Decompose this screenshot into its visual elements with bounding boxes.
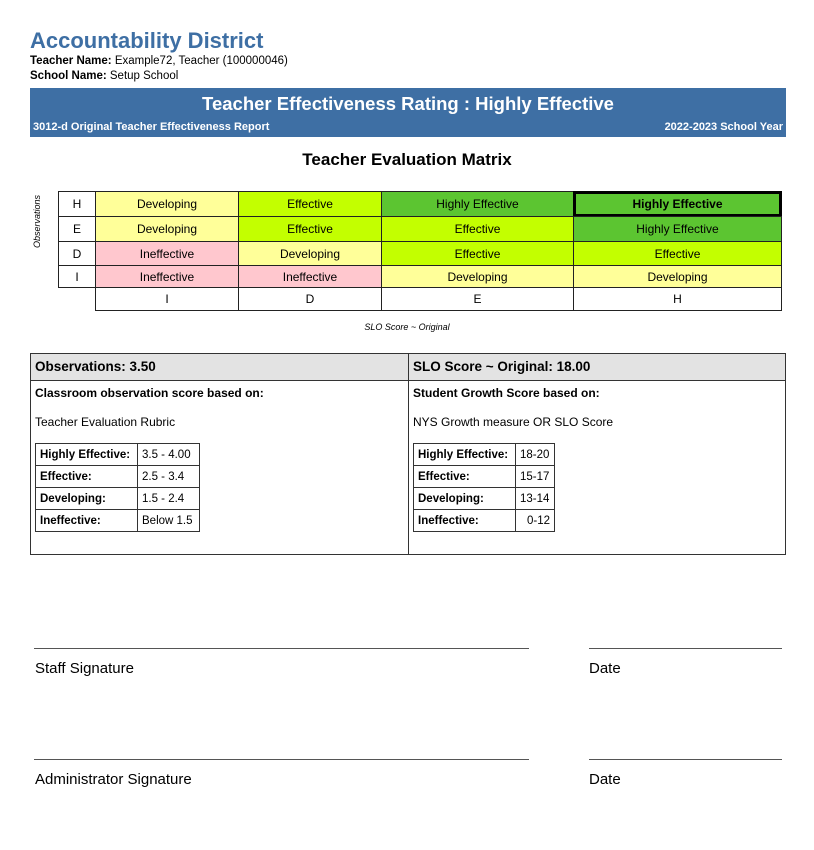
matrix-cell: Highly Effective [573, 216, 782, 242]
range-value: Below 1.5 [138, 510, 200, 532]
school-name-value: Setup School [109, 70, 179, 82]
matrix-cell: Effective [381, 241, 574, 266]
table-row [36, 444, 200, 466]
matrix-cell: Effective [573, 241, 782, 266]
staff-date-line[interactable] [589, 648, 782, 649]
admin-date-label: Date [589, 771, 621, 788]
teacher-name-value: Example72, Teacher (100000046) [114, 55, 288, 67]
range-value: 15-17 [516, 466, 555, 488]
range-label: Ineffective: [414, 510, 516, 532]
rating-title: Teacher Effectiveness Rating : Highly Effective [202, 93, 614, 114]
matrix-cell: Effective [238, 216, 382, 242]
observations-panel [30, 353, 409, 555]
range-label: Highly Effective: [414, 444, 516, 466]
matrix-cell: Effective [238, 191, 382, 217]
matrix-row-label: H [58, 191, 96, 217]
report-name: 3012-d Original Teacher Effectiveness Report [33, 121, 270, 133]
range-value: 0-12 [516, 510, 555, 532]
matrix-cell: Developing [381, 265, 574, 288]
range-value: 13-14 [516, 488, 555, 510]
rating-banner [30, 88, 786, 137]
matrix-cell: Highly Effective [381, 191, 574, 217]
district-name: Accountability District [30, 28, 264, 53]
range-label: Developing: [414, 488, 516, 510]
observations-panel-title: Observations: 3.50 [31, 354, 408, 381]
range-value: 2.5 - 3.4 [138, 466, 200, 488]
range-value: 3.5 - 4.00 [138, 444, 200, 466]
observations-range-table [35, 443, 200, 532]
slo-panel [408, 353, 786, 555]
school-year: 2022-2023 School Year [664, 121, 783, 133]
range-value: 18-20 [516, 444, 555, 466]
range-label: Effective: [414, 466, 516, 488]
staff-date-label: Date [589, 660, 621, 677]
staff-signature-line[interactable] [34, 648, 529, 649]
table-row [36, 466, 200, 488]
table-row [414, 488, 555, 510]
slo-panel-subtitle: Student Growth Score based on: [413, 386, 600, 400]
matrix-col-label: I [95, 287, 239, 311]
staff-signature-label: Staff Signature [35, 660, 134, 677]
matrix-cell: Developing [238, 241, 382, 266]
slo-range-table [413, 443, 555, 532]
admin-signature-line[interactable] [34, 759, 529, 760]
matrix-col-label: E [381, 287, 574, 311]
matrix-title: Teacher Evaluation Matrix [302, 150, 512, 169]
slo-panel-desc: NYS Growth measure OR SLO Score [413, 415, 614, 429]
table-row [414, 466, 555, 488]
matrix-cell: Ineffective [238, 265, 382, 288]
matrix-y-axis-label: Observations [32, 194, 42, 248]
matrix-cell: Developing [95, 191, 239, 217]
matrix-col-label: H [573, 287, 782, 311]
admin-date-line[interactable] [589, 759, 782, 760]
matrix-cell: Ineffective [95, 241, 239, 266]
table-row [36, 488, 200, 510]
matrix-cell: Developing [573, 265, 782, 288]
matrix-cell: Highly Effective [573, 191, 782, 217]
teacher-name-line [30, 55, 288, 67]
matrix-row-label: E [58, 216, 96, 242]
table-row [414, 444, 555, 466]
range-label: Effective: [36, 466, 138, 488]
admin-signature-label: Administrator Signature [35, 771, 192, 788]
table-row [36, 510, 200, 532]
matrix-row-label: D [58, 241, 96, 266]
range-label: Developing: [36, 488, 138, 510]
range-value: 1.5 - 2.4 [138, 488, 200, 510]
range-label: Highly Effective: [36, 444, 138, 466]
teacher-name-label: Teacher Name: [30, 55, 112, 67]
table-row [414, 510, 555, 532]
slo-panel-title: SLO Score ~ Original: 18.00 [409, 354, 785, 381]
matrix-cell: Developing [95, 216, 239, 242]
matrix-cell: Ineffective [95, 265, 239, 288]
observations-panel-desc: Teacher Evaluation Rubric [35, 415, 176, 429]
school-name-line [30, 70, 178, 82]
range-label: Ineffective: [36, 510, 138, 532]
matrix-x-axis-label: SLO Score ~ Original [364, 322, 450, 332]
matrix-row-label: I [58, 265, 96, 288]
observations-panel-subtitle: Classroom observation score based on: [35, 386, 264, 400]
matrix-col-label: D [238, 287, 382, 311]
school-name-label: School Name: [30, 70, 107, 82]
matrix-cell: Effective [381, 216, 574, 242]
